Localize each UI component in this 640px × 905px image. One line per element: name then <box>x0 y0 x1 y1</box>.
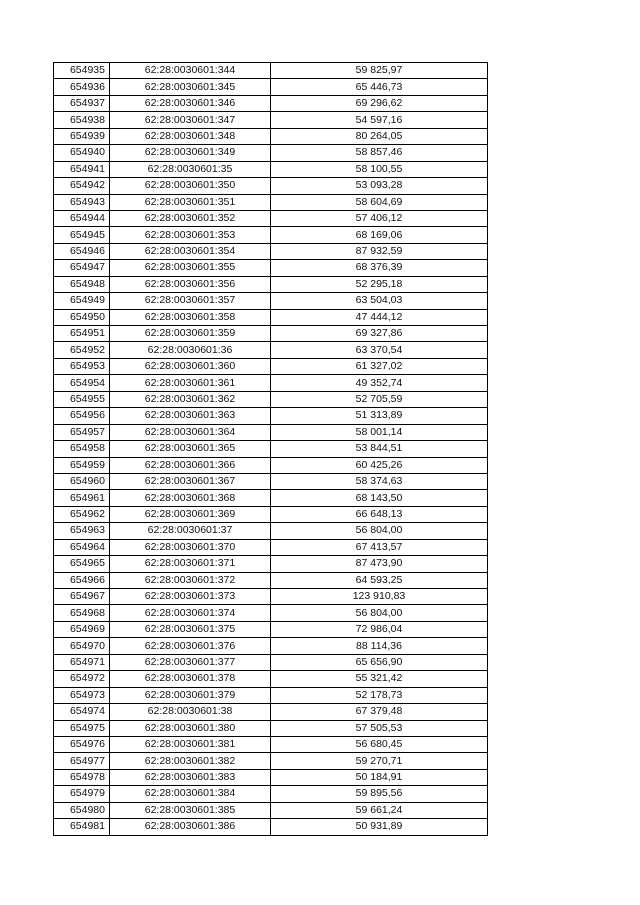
data-table <box>53 62 488 836</box>
value-cell: 57 406,12 <box>271 210 488 226</box>
id-cell: 654974 <box>54 704 110 720</box>
value-cell: 57 505,53 <box>271 720 488 736</box>
value-cell: 58 100,55 <box>271 161 488 177</box>
id-cell: 654949 <box>54 293 110 309</box>
table-row <box>54 63 488 79</box>
id-cell: 654955 <box>54 391 110 407</box>
cadastral-number-cell: 62:28:0030601:377 <box>110 654 271 670</box>
value-cell: 59 661,24 <box>271 802 488 818</box>
cadastral-number-cell: 62:28:0030601:351 <box>110 194 271 210</box>
cadastral-number-cell: 62:28:0030601:360 <box>110 358 271 374</box>
id-cell: 654971 <box>54 654 110 670</box>
id-cell: 654947 <box>54 260 110 276</box>
value-cell: 50 184,91 <box>271 769 488 785</box>
id-cell: 654940 <box>54 145 110 161</box>
table-row <box>54 539 488 555</box>
cadastral-number-cell: 62:28:0030601:357 <box>110 293 271 309</box>
cadastral-number-cell: 62:28:0030601:363 <box>110 408 271 424</box>
id-cell: 654941 <box>54 161 110 177</box>
id-cell: 654978 <box>54 769 110 785</box>
id-cell: 654959 <box>54 457 110 473</box>
cadastral-number-cell: 62:28:0030601:346 <box>110 95 271 111</box>
value-cell: 72 986,04 <box>271 621 488 637</box>
cadastral-number-cell: 62:28:0030601:381 <box>110 736 271 752</box>
table-row <box>54 309 488 325</box>
table-row <box>54 161 488 177</box>
table-row <box>54 112 488 128</box>
cadastral-number-cell: 62:28:0030601:378 <box>110 671 271 687</box>
cadastral-number-cell: 62:28:0030601:365 <box>110 441 271 457</box>
value-cell: 61 327,02 <box>271 358 488 374</box>
id-cell: 654960 <box>54 473 110 489</box>
cadastral-number-cell: 62:28:0030601:369 <box>110 506 271 522</box>
cadastral-number-cell: 62:28:0030601:350 <box>110 178 271 194</box>
id-cell: 654946 <box>54 243 110 259</box>
table-row <box>54 589 488 605</box>
id-cell: 654977 <box>54 753 110 769</box>
cadastral-number-cell: 62:28:0030601:364 <box>110 424 271 440</box>
id-cell: 654962 <box>54 506 110 522</box>
id-cell: 654970 <box>54 638 110 654</box>
cadastral-number-cell: 62:28:0030601:358 <box>110 309 271 325</box>
cadastral-number-cell: 62:28:0030601:37 <box>110 523 271 539</box>
cadastral-number-cell: 62:28:0030601:386 <box>110 819 271 835</box>
id-cell: 654961 <box>54 490 110 506</box>
id-cell: 654979 <box>54 786 110 802</box>
value-cell: 88 114,36 <box>271 638 488 654</box>
table-row <box>54 736 488 752</box>
table-row <box>54 605 488 621</box>
value-cell: 49 352,74 <box>271 375 488 391</box>
value-cell: 59 895,56 <box>271 786 488 802</box>
table-row <box>54 227 488 243</box>
table-row <box>54 473 488 489</box>
cadastral-number-cell: 62:28:0030601:371 <box>110 556 271 572</box>
value-cell: 53 844,51 <box>271 441 488 457</box>
table-row <box>54 490 488 506</box>
table-row <box>54 194 488 210</box>
table-row <box>54 128 488 144</box>
value-cell: 47 444,12 <box>271 309 488 325</box>
id-cell: 654942 <box>54 178 110 194</box>
id-cell: 654976 <box>54 736 110 752</box>
id-cell: 654956 <box>54 408 110 424</box>
table-row <box>54 326 488 342</box>
id-cell: 654958 <box>54 441 110 457</box>
cadastral-number-cell: 62:28:0030601:355 <box>110 260 271 276</box>
value-cell: 67 379,48 <box>271 704 488 720</box>
id-cell: 654936 <box>54 79 110 95</box>
cadastral-number-cell: 62:28:0030601:347 <box>110 112 271 128</box>
value-cell: 53 093,28 <box>271 178 488 194</box>
value-cell: 52 295,18 <box>271 276 488 292</box>
cadastral-number-cell: 62:28:0030601:366 <box>110 457 271 473</box>
cadastral-number-cell: 62:28:0030601:375 <box>110 621 271 637</box>
table-row <box>54 819 488 835</box>
value-cell: 52 178,73 <box>271 687 488 703</box>
cadastral-number-cell: 62:28:0030601:370 <box>110 539 271 555</box>
id-cell: 654944 <box>54 210 110 226</box>
cadastral-number-cell: 62:28:0030601:356 <box>110 276 271 292</box>
cadastral-number-cell: 62:28:0030601:36 <box>110 342 271 358</box>
cadastral-number-cell: 62:28:0030601:372 <box>110 572 271 588</box>
value-cell: 58 857,46 <box>271 145 488 161</box>
table-row <box>54 572 488 588</box>
value-cell: 58 604,69 <box>271 194 488 210</box>
cadastral-number-cell: 62:28:0030601:368 <box>110 490 271 506</box>
table-row <box>54 210 488 226</box>
cadastral-number-cell: 62:28:0030601:345 <box>110 79 271 95</box>
value-cell: 69 296,62 <box>271 95 488 111</box>
value-cell: 68 143,50 <box>271 490 488 506</box>
value-cell: 58 001,14 <box>271 424 488 440</box>
value-cell: 87 473,90 <box>271 556 488 572</box>
value-cell: 87 932,59 <box>271 243 488 259</box>
table-row <box>54 457 488 473</box>
id-cell: 654943 <box>54 194 110 210</box>
value-cell: 69 327,86 <box>271 326 488 342</box>
id-cell: 654937 <box>54 95 110 111</box>
cadastral-number-cell: 62:28:0030601:362 <box>110 391 271 407</box>
value-cell: 50 931,89 <box>271 819 488 835</box>
cadastral-number-cell: 62:28:0030601:348 <box>110 128 271 144</box>
table-row <box>54 145 488 161</box>
value-cell: 63 370,54 <box>271 342 488 358</box>
cadastral-number-cell: 62:28:0030601:385 <box>110 802 271 818</box>
table-row <box>54 506 488 522</box>
value-cell: 65 656,90 <box>271 654 488 670</box>
table-body <box>54 63 488 836</box>
id-cell: 654965 <box>54 556 110 572</box>
value-cell: 56 680,45 <box>271 736 488 752</box>
table-row <box>54 671 488 687</box>
value-cell: 58 374,63 <box>271 473 488 489</box>
table-row <box>54 638 488 654</box>
table-row <box>54 523 488 539</box>
id-cell: 654954 <box>54 375 110 391</box>
table-row <box>54 260 488 276</box>
value-cell: 64 593,25 <box>271 572 488 588</box>
value-cell: 68 169,06 <box>271 227 488 243</box>
value-cell: 63 504,03 <box>271 293 488 309</box>
table-row <box>54 342 488 358</box>
cadastral-number-cell: 62:28:0030601:376 <box>110 638 271 654</box>
cadastral-number-cell: 62:28:0030601:383 <box>110 769 271 785</box>
id-cell: 654964 <box>54 539 110 555</box>
table-row <box>54 769 488 785</box>
cadastral-number-cell: 62:28:0030601:344 <box>110 63 271 79</box>
cadastral-number-cell: 62:28:0030601:354 <box>110 243 271 259</box>
table-row <box>54 79 488 95</box>
table-row <box>54 276 488 292</box>
table-row <box>54 293 488 309</box>
table-row <box>54 391 488 407</box>
value-cell: 54 597,16 <box>271 112 488 128</box>
cadastral-number-cell: 62:28:0030601:380 <box>110 720 271 736</box>
table-row <box>54 704 488 720</box>
value-cell: 59 270,71 <box>271 753 488 769</box>
cadastral-number-cell: 62:28:0030601:373 <box>110 589 271 605</box>
table-row <box>54 786 488 802</box>
value-cell: 68 376,39 <box>271 260 488 276</box>
cadastral-number-cell: 62:28:0030601:349 <box>110 145 271 161</box>
id-cell: 654968 <box>54 605 110 621</box>
cadastral-number-cell: 62:28:0030601:359 <box>110 326 271 342</box>
cadastral-number-cell: 62:28:0030601:35 <box>110 161 271 177</box>
value-cell: 66 648,13 <box>271 506 488 522</box>
value-cell: 60 425,26 <box>271 457 488 473</box>
table-row <box>54 720 488 736</box>
table-row <box>54 621 488 637</box>
id-cell: 654952 <box>54 342 110 358</box>
cadastral-number-cell: 62:28:0030601:353 <box>110 227 271 243</box>
value-cell: 55 321,42 <box>271 671 488 687</box>
table-row <box>54 802 488 818</box>
value-cell: 56 804,00 <box>271 605 488 621</box>
cadastral-number-cell: 62:28:0030601:38 <box>110 704 271 720</box>
id-cell: 654969 <box>54 621 110 637</box>
table-row <box>54 95 488 111</box>
value-cell: 123 910,83 <box>271 589 488 605</box>
cadastral-number-cell: 62:28:0030601:379 <box>110 687 271 703</box>
id-cell: 654963 <box>54 523 110 539</box>
id-cell: 654972 <box>54 671 110 687</box>
id-cell: 654938 <box>54 112 110 128</box>
value-cell: 51 313,89 <box>271 408 488 424</box>
table-row <box>54 441 488 457</box>
value-cell: 65 446,73 <box>271 79 488 95</box>
table-row <box>54 243 488 259</box>
id-cell: 654973 <box>54 687 110 703</box>
id-cell: 654935 <box>54 63 110 79</box>
id-cell: 654966 <box>54 572 110 588</box>
id-cell: 654975 <box>54 720 110 736</box>
cadastral-number-cell: 62:28:0030601:352 <box>110 210 271 226</box>
table-row <box>54 753 488 769</box>
id-cell: 654967 <box>54 589 110 605</box>
table-row <box>54 408 488 424</box>
table-row <box>54 375 488 391</box>
value-cell: 80 264,05 <box>271 128 488 144</box>
id-cell: 654981 <box>54 819 110 835</box>
id-cell: 654950 <box>54 309 110 325</box>
value-cell: 59 825,97 <box>271 63 488 79</box>
id-cell: 654953 <box>54 358 110 374</box>
value-cell: 52 705,59 <box>271 391 488 407</box>
cadastral-number-cell: 62:28:0030601:384 <box>110 786 271 802</box>
value-cell: 56 804,00 <box>271 523 488 539</box>
value-cell: 67 413,57 <box>271 539 488 555</box>
table-row <box>54 654 488 670</box>
table-row <box>54 358 488 374</box>
id-cell: 654957 <box>54 424 110 440</box>
id-cell: 654945 <box>54 227 110 243</box>
cadastral-number-cell: 62:28:0030601:382 <box>110 753 271 769</box>
table-row <box>54 556 488 572</box>
table-row <box>54 178 488 194</box>
id-cell: 654951 <box>54 326 110 342</box>
id-cell: 654948 <box>54 276 110 292</box>
table-row <box>54 687 488 703</box>
id-cell: 654980 <box>54 802 110 818</box>
cadastral-number-cell: 62:28:0030601:361 <box>110 375 271 391</box>
cadastral-number-cell: 62:28:0030601:374 <box>110 605 271 621</box>
table-row <box>54 424 488 440</box>
cadastral-number-cell: 62:28:0030601:367 <box>110 473 271 489</box>
id-cell: 654939 <box>54 128 110 144</box>
